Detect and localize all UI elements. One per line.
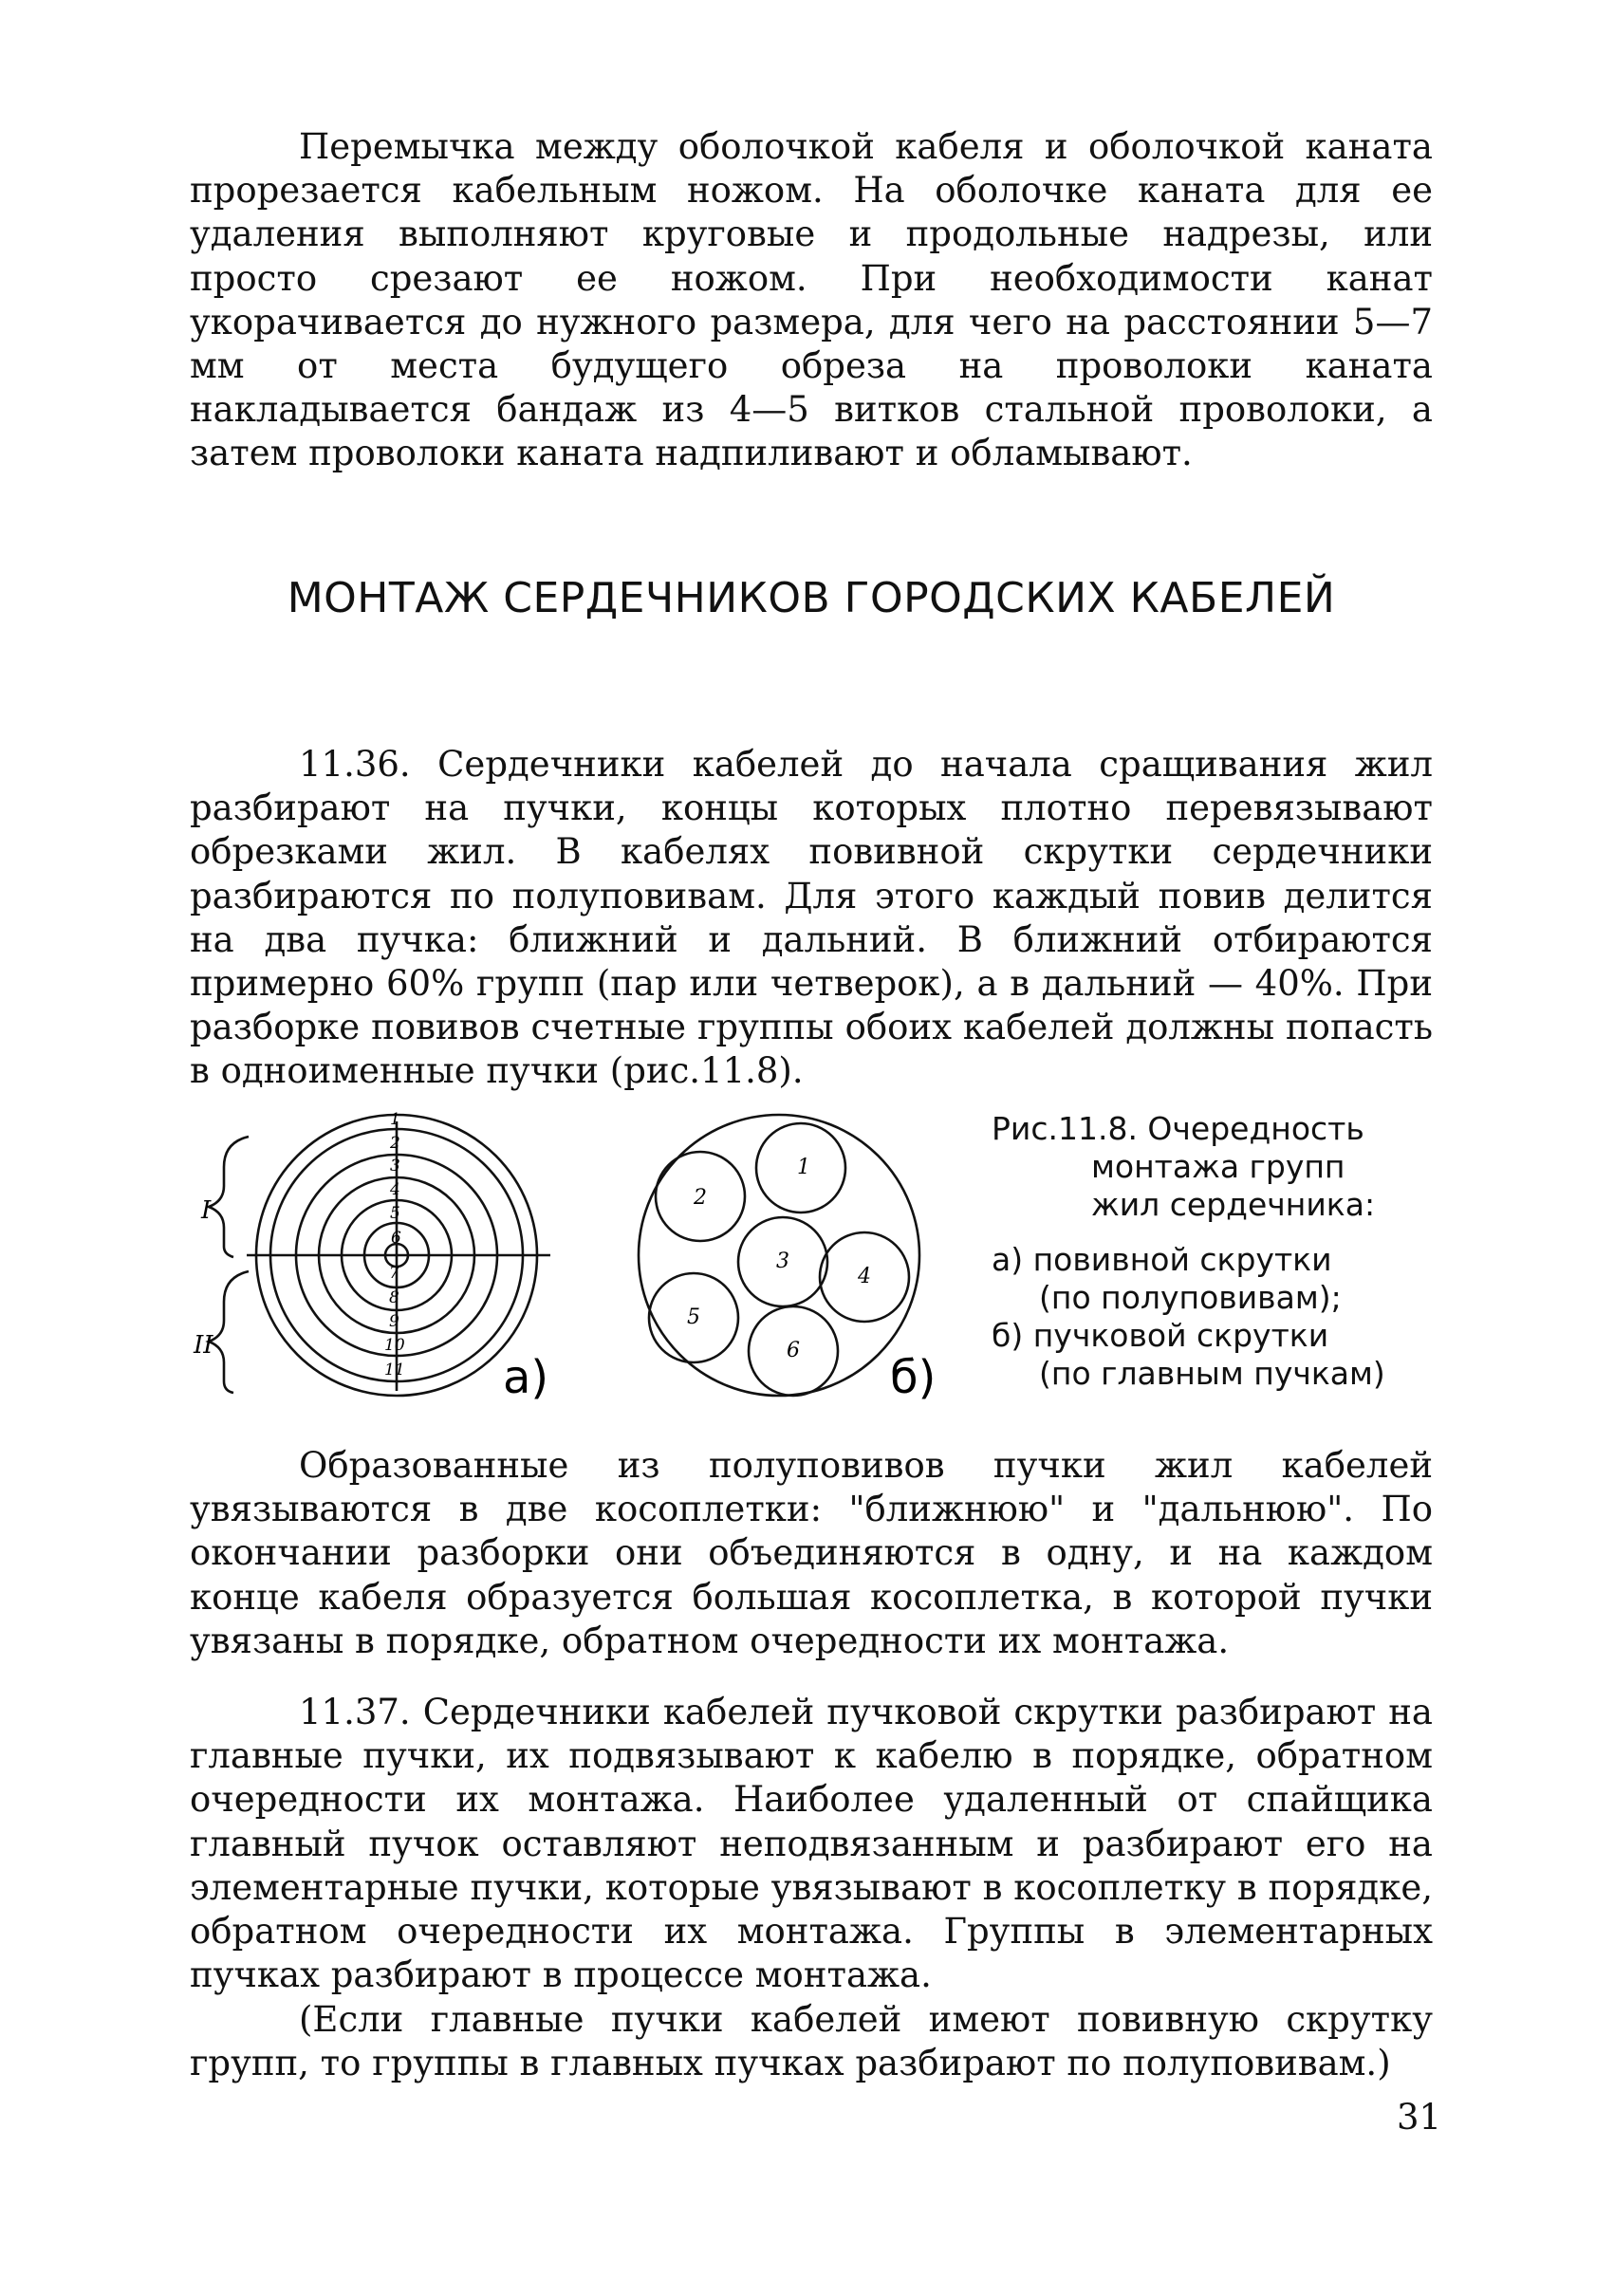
layer-number: 11 <box>384 1361 405 1379</box>
layer-number: 6 <box>391 1229 401 1248</box>
caption-item-a-cont: (по полуповивам); <box>1039 1279 1342 1316</box>
section-heading: МОНТАЖ СЕРДЕЧНИКОВ ГОРОДСКИХ КАБЕЛЕЙ <box>287 574 1336 622</box>
bundle-number: 4 <box>858 1265 871 1288</box>
bundle-number: 1 <box>797 1156 810 1179</box>
caption-title-line3: жил сердечника: <box>1091 1186 1376 1223</box>
bundle-number: 3 <box>776 1250 789 1273</box>
upper-brace-label: I <box>201 1196 212 1225</box>
bundle-number: 5 <box>687 1305 700 1329</box>
caption-item-a: а) повивной скрутки <box>992 1241 1332 1278</box>
caption-title: Рис.11.8. Очередность <box>992 1110 1364 1147</box>
figure-diagrams <box>190 1110 977 1433</box>
layer-number: 2 <box>390 1134 400 1153</box>
caption-title-line2: монтажа групп <box>1091 1148 1345 1185</box>
figure-caption <box>992 1110 1438 1393</box>
layer-number: 10 <box>384 1336 405 1355</box>
figure-11-8 <box>190 1110 1433 1433</box>
lower-brace-label: II <box>194 1331 213 1360</box>
layer-number: 7 <box>389 1264 399 1283</box>
layer-number: 3 <box>390 1157 400 1176</box>
paragraph-11-36: 11.36. Сердечники кабелей до начала сращивания жил разбирают на пучки, концы которых плотно перевязывают обрезками жил. В кабелях повивной скрутки сердечники разбираются по полуповивам. Для этого каждый повив делится на два пучка: ближний и дальний. В ближний отбираются примерно 60% групп (пар или четверок), а в дальний — 40%. При разборке повивов счетные группы обоих кабелей должны попасть в одноименные пучки (рис.11.8). <box>190 744 1433 1092</box>
diagram-b-label: б) <box>890 1351 937 1404</box>
diagram-a <box>193 1110 550 1404</box>
upper-brace <box>209 1137 249 1257</box>
paragraph-note: (Если главные пучки кабелей имеют повивную скрутку групп, то группы в главных пучках разбирают по полуповивам.) <box>190 1999 1433 2084</box>
paragraph-jumper-cutting: Перемычка между оболочкой кабеля и оболочкой каната прорезается кабельным ножом. На оболочке каната для ее удаления выполняют круговые и продольные надрезы, или просто срезают ее ножом. При необходимости канат укорачивается до нужного размера, для чего на расстоянии 5—7 мм от места будущего обреза на проволоки каната накладывается бандаж из 4—5 витков стальной проволоки, а затем проволоки каната надпиливают и обламывают. <box>190 126 1433 474</box>
layer-number: 1 <box>390 1110 400 1129</box>
layer-number: 4 <box>390 1180 400 1199</box>
caption-item-b: б) пучковой скрутки <box>992 1317 1329 1354</box>
bundle-number: 6 <box>787 1339 800 1362</box>
diagram-b <box>639 1115 936 1404</box>
caption-item-b-cont: (по главным пучкам) <box>1039 1355 1385 1392</box>
page-number: 31 <box>1397 2097 1442 2138</box>
bundle-number: 2 <box>694 1186 707 1210</box>
diagram-a-label: а) <box>503 1351 549 1404</box>
layer-number: 5 <box>390 1204 400 1223</box>
paragraph-11-37: 11.37. Сердечники кабелей пучковой скрутки разбирают на главные пучки, их подвязывают к кабелю в порядке, обратном очередности их монтажа. Наиболее удаленный от спайщика главный пучок оставляют неподвязанным и разбирают его на элементарные пучки, которые увязывают в косоплетку в порядке, обратном очередности их монтажа. Группы в элементарных пучках разбирают в процессе монтажа. <box>190 1692 1433 1996</box>
layer-number: 9 <box>389 1312 399 1331</box>
lower-brace <box>209 1271 249 1393</box>
layer-number: 8 <box>389 1288 399 1307</box>
paragraph-braids: Образованные из полуповивов пучки жил кабелей увязываются в две косоплетки: "ближнюю" и "дальнюю". По окончании разборки они объединяются в одну, и на каждом конце кабеля образуется большая косоплетка, в которой пучки увязаны в порядке, обратном очередности их монтажа. <box>190 1445 1433 1661</box>
